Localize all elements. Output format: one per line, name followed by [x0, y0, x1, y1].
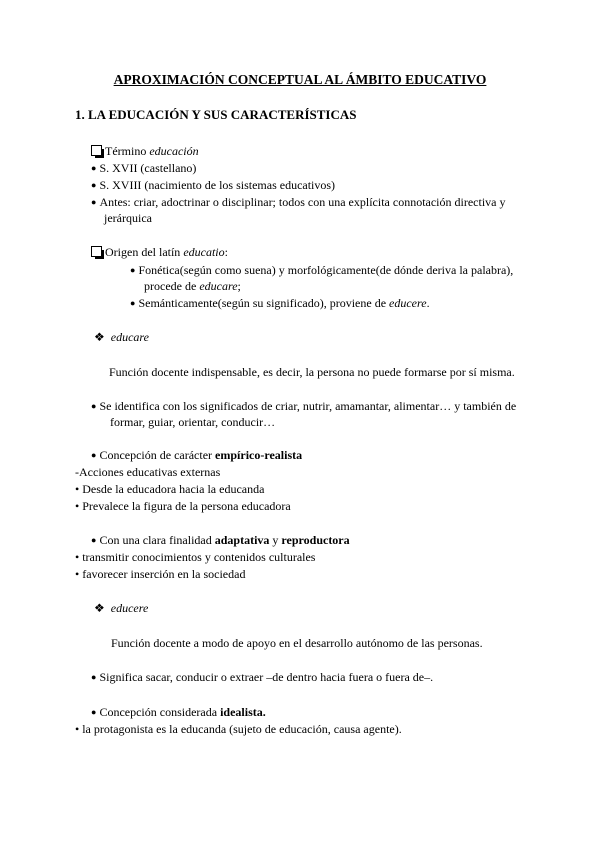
bullet-icon: ●	[91, 401, 97, 411]
bullet-icon: ●	[91, 450, 97, 460]
list-item: ● Antes: criar, adoctrinar o disciplinar; todos con una explícita connotación directiva y	[91, 195, 506, 209]
sub-item: -Acciones educativas externas	[75, 465, 221, 479]
sub-item: • transmitir conocimientos y contenidos culturales	[75, 550, 316, 564]
bullet-icon: ●	[130, 298, 136, 308]
list-item-continuation: formar, guiar, orientar, conducir…	[110, 415, 276, 429]
sub-item: • Prevalece la figura de la persona educadora	[75, 499, 291, 513]
checkbox-bullet-icon	[91, 246, 102, 257]
list-item: ● S. XVII (castellano)	[91, 161, 197, 175]
list-item: ● Con una clara finalidad adaptativa y reproductora	[91, 533, 350, 547]
origen-line: Origen del latín educatio:	[91, 244, 228, 260]
sub-item: • favorecer inserción en la sociedad	[75, 567, 246, 581]
list-item-continuation: jerárquica	[104, 211, 152, 225]
list-item: ● Concepción considerada idealista.	[91, 705, 266, 719]
bullet-icon: ●	[91, 180, 97, 190]
sub-item: • la protagonista es la educanda (sujeto de educación, causa agente).	[75, 722, 402, 736]
document-title: APROXIMACIÓN CONCEPTUAL AL ÁMBITO EDUCATIVO	[113, 72, 487, 87]
diamond-bullet-icon: ❖	[94, 330, 105, 344]
educare-function: Función docente indispensable, es decir, la persona no puede formarse por sí misma.	[109, 365, 515, 379]
bullet-icon: ●	[91, 197, 97, 207]
list-item: ● Semánticamente(según su significado), proviene de educere.	[130, 296, 430, 310]
educere-label: ❖ educere	[94, 601, 149, 615]
list-item: ● Se identifica con los significados de criar, nutrir, amamantar, alimentar… y también de	[91, 399, 517, 413]
bullet-icon: ●	[91, 707, 97, 717]
termino-line: Término educación	[91, 143, 199, 159]
bullet-icon: ●	[130, 265, 136, 275]
sub-item: • Desde la educadora hacia la educanda	[75, 482, 265, 496]
list-item: ● Fonética(según como suena) y morfológicamente(de dónde deriva la palabra),	[130, 263, 514, 277]
list-item: ● Significa sacar, conducir o extraer –de dentro hacia fuera o fuera de–.	[91, 670, 434, 684]
bullet-icon: ●	[91, 163, 97, 173]
diamond-bullet-icon: ❖	[94, 601, 105, 615]
educere-function: Función docente a modo de apoyo en el desarrollo autónomo de las personas.	[111, 636, 483, 650]
checkbox-bullet-icon	[91, 145, 102, 156]
list-item-continuation: procede de educare;	[144, 279, 241, 293]
bullet-icon: ●	[91, 535, 97, 545]
educare-label: ❖ educare	[94, 330, 149, 344]
list-item: ● S. XVIII (nacimiento de los sistemas educativos)	[91, 178, 336, 192]
section-heading: 1. LA EDUCACIÓN Y SUS CARACTERÍSTICAS	[75, 107, 357, 122]
bullet-icon: ●	[91, 672, 97, 682]
list-item: ● Concepción de carácter empírico-realista	[91, 448, 303, 462]
